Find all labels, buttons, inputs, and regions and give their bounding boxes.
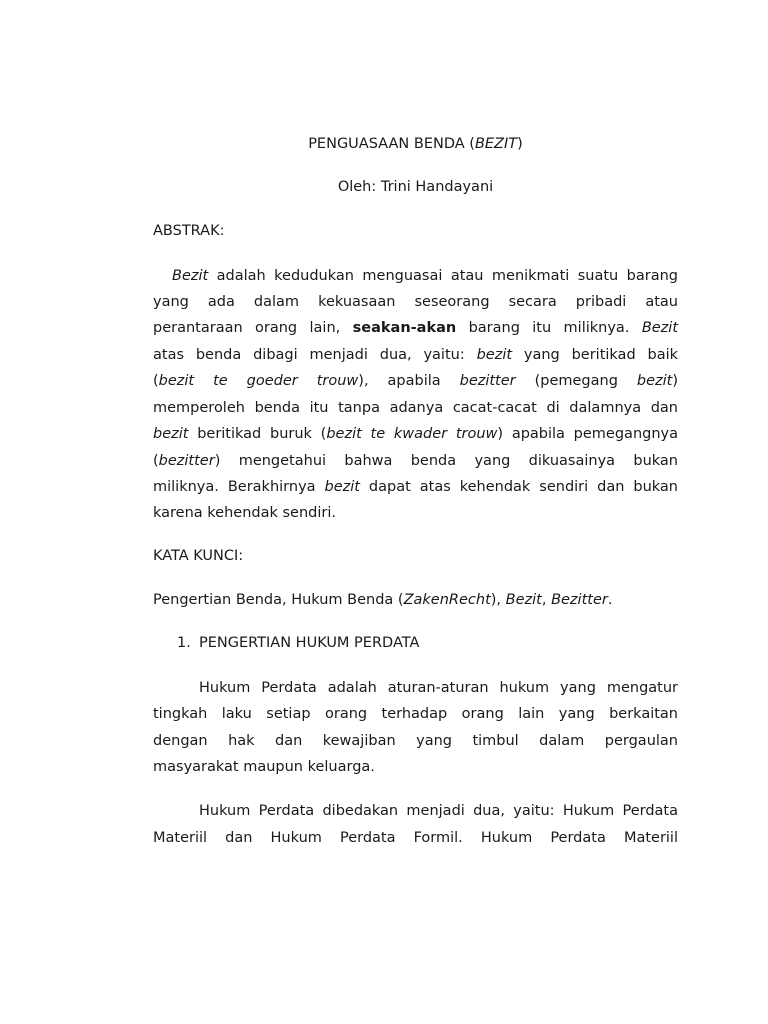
text-run: seakan-akan [352, 320, 457, 336]
document-page [153, 0, 678, 1024]
text-run: perantaraan orang lain, [153, 320, 353, 336]
text-run: Bezitter [551, 592, 608, 608]
text-run: memperoleh benda itu tanpa adanya cacat-cacat di dalamnya dan [153, 400, 678, 416]
text-run: bezit [324, 479, 360, 495]
text-run: yang ada dalam kekuasaan seseorang secara pribadi atau [153, 294, 678, 310]
paragraph-line: tingkah laku setiap orang terhadap orang lain yang berkaitan [153, 706, 678, 722]
text-run: bezit te kwader trouw [326, 426, 498, 442]
text-run: bezitter [158, 453, 215, 469]
text-run: bezit te goeder trouw [158, 373, 359, 389]
text-run: ) [672, 373, 679, 389]
text-run: ) apabila pemegangnya [497, 426, 678, 442]
section-number: 1. [177, 635, 191, 651]
text-run: (pemegang [515, 373, 637, 389]
text-run: Bezit [172, 268, 209, 284]
text-run: ), apabila [358, 373, 460, 389]
abstract-line [153, 398, 678, 418]
text-run: Bezit [505, 592, 542, 608]
keywords-heading: KATA KUNCI: [153, 548, 244, 564]
text-run: bezit [153, 426, 189, 442]
text-run: yang beritikad baik [512, 347, 679, 363]
text-run: ), [490, 592, 506, 608]
author-line: Oleh: Trini Handayani [337, 179, 494, 195]
keywords-line [153, 590, 678, 610]
text-run: dapat atas kehendak sendiri dan bukan [359, 479, 678, 495]
paragraph-line: Materiil dan Hukum Perdata Formil. Hukum Perdata Materiil [153, 830, 678, 846]
text-run: miliknya. Berakhirnya [153, 479, 325, 495]
text-run: bezitter [459, 373, 516, 389]
text-run: barang itu miliknya. [456, 320, 642, 336]
abstract-line [153, 345, 678, 365]
text-run: Bezit [641, 320, 679, 336]
abstract-line [153, 266, 678, 286]
text-run: , [541, 592, 552, 608]
abstract-line [153, 503, 678, 523]
paragraph-line: Hukum Perdata adalah aturan-aturan hukum yang mengatur [199, 680, 678, 696]
text-run: atas benda dibagi menjadi dua, yaitu: [153, 347, 477, 363]
text-run: ( [153, 373, 159, 389]
text-run: ( [153, 453, 159, 469]
abstract-heading: ABSTRAK: [153, 223, 225, 239]
abstract-line [153, 371, 678, 391]
abstract-line [153, 477, 678, 497]
section-title: PENGERTIAN HUKUM PERDATA [199, 635, 420, 651]
paragraph-line: masyarakat maupun keluarga. [153, 759, 375, 775]
text-run: Pengertian Benda, Hukum Benda ( [153, 592, 404, 608]
text-run: ) mengetahui bahwa benda yang dikuasainya bukan [214, 453, 678, 469]
text-run: bezit [636, 373, 673, 389]
document-title: PENGUASAAN BENDA (BEZIT) [308, 136, 523, 152]
abstract-line [153, 318, 678, 338]
text-run: . [607, 592, 613, 608]
abstract-line [153, 451, 678, 471]
text-run: karena kehendak sendiri. [153, 505, 336, 521]
abstract-line [153, 424, 678, 444]
paragraph-line: Hukum Perdata dibedakan menjadi dua, yaitu: Hukum Perdata [199, 803, 678, 819]
text-run: beritikad buruk ( [188, 426, 327, 442]
text-run: adalah kedudukan menguasai atau menikmati suatu barang [208, 268, 678, 284]
abstract-line [153, 292, 678, 312]
paragraph-line: dengan hak dan kewajiban yang timbul dalam pergaulan [153, 733, 678, 749]
text-run: ZakenRecht [403, 592, 491, 608]
text-run: bezit [476, 347, 513, 363]
